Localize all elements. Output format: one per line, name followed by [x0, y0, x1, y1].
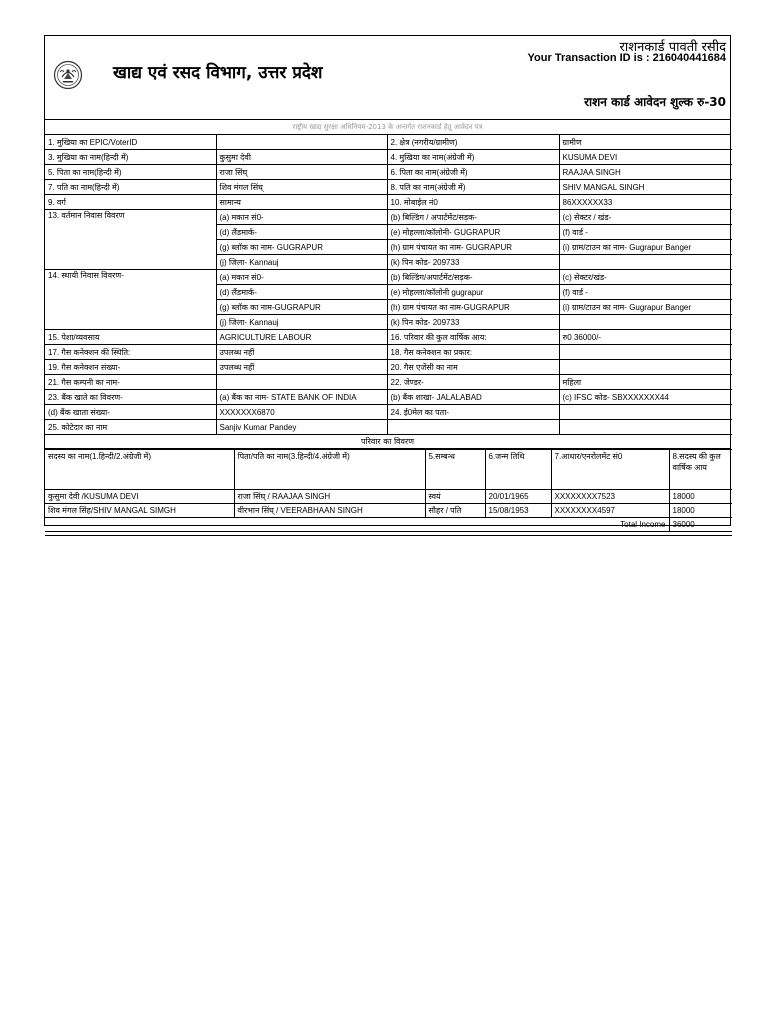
field-value: ग्रामीण [559, 135, 732, 150]
field-value: (h) ग्राम पंचायत का नाम- GUGRAPUR [387, 240, 559, 255]
field-value: (c) सेक्टर/खंड- [559, 270, 732, 285]
field-label: 4. मुखिया का नाम(अंग्रेजी में) [387, 150, 559, 165]
field-label: 5. पिता का नाम(हिन्दी में) [45, 165, 216, 180]
field-value: (c) IFSC कोड- SBXXXXXXX44 [559, 390, 732, 405]
field-value: (j) जिला- Kannauj [216, 255, 387, 270]
field-label: 15. पेशा/व्यवसाय [45, 330, 216, 345]
field-label: 9. वर्ग [45, 195, 216, 210]
field-label: 10. मोबाईल नं0 [387, 195, 559, 210]
field-value: Sanjiv Kumar Pandey [216, 420, 387, 435]
field-value: (i) ग्राम/टाउन का नाम- Gugrapur Banger [559, 240, 732, 255]
current-address-label: 13. वर्तमान निवास विवरण [45, 210, 216, 270]
field-label: 7. पति का नाम(हिन्दी में) [45, 180, 216, 195]
field-value [216, 375, 387, 390]
field-value: (a) मकान सं0- [216, 210, 387, 225]
relation: स्वयं [425, 490, 485, 504]
field-label: 25. कोटेदार का नाम [45, 420, 216, 435]
field-value: (e) मोहल्ला/कॉलोनी gugrapur [387, 285, 559, 300]
up-state-emblem-icon [53, 60, 83, 90]
column-header: पिता/पति का नाम(3.हिन्दी/4.अंग्रेजी में) [234, 450, 425, 490]
footer-gap-cell [45, 532, 732, 536]
field-value: शिव मंगल सिंघ् [216, 180, 387, 195]
field-value: (g) ब्लॉक का नाम- GUGRAPUR [216, 240, 387, 255]
field-label: 19. गैस कनेक्शन संख्या- [45, 360, 216, 375]
aadhaar-number: XXXXXXXX7523 [551, 490, 669, 504]
field-value: SHIV MANGAL SINGH [559, 180, 732, 195]
father-husband-name: वीरभान सिंघ् / VEERABHAAN SINGH [234, 504, 425, 518]
member-name: कुसुमा देवी /KUSUMA DEVI [45, 490, 234, 504]
field-label: 20. गैस एजेंसी का नाम [387, 360, 559, 375]
field-value [559, 360, 732, 375]
field-value: (k) पिन कोड- 209733 [387, 315, 559, 330]
field-value: महिला [559, 375, 732, 390]
form-subtitle: राष्ट्रीय खाद्य सुरक्षा अधिनियम-2013 के अन्तर्गत राशनकार्ड हेतु आवेदन पत्र [45, 120, 730, 135]
table-row [45, 360, 732, 375]
total-income-label: Total Income [45, 518, 669, 532]
column-header: 7.आधार/एनरोलमेंट सं0 [551, 450, 669, 490]
field-value [559, 315, 732, 330]
field-label: 22. जेण्डर- [387, 375, 559, 390]
field-label: 2. क्षेत्र (नगरीय/ग्रामीण) [387, 135, 559, 150]
field-label: 24. ई0मेल का पता- [387, 405, 559, 420]
ration-card-receipt [44, 35, 731, 529]
field-value: सामान्य [216, 195, 387, 210]
field-value [559, 420, 732, 435]
field-value [559, 345, 732, 360]
field-value: (f) वार्ड - [559, 285, 732, 300]
column-header: सदस्य का नाम(1.हिन्दी/2.अंग्रेजी में) [45, 450, 234, 490]
column-header: 8.सदस्य की कुल वार्षिक आय [669, 450, 732, 490]
table-row [45, 195, 732, 210]
field-value: XXXXXXX6870 [216, 405, 387, 420]
field-value: (a) मकान सं0- [216, 270, 387, 285]
member-name: शिव मंगल सिंह/SHIV MANGAL SIMGH [45, 504, 234, 518]
field-label: 17. गैस कनेक्शन की स्थिति: [45, 345, 216, 360]
field-value: (b) बिल्डिंग / अपार्टमेंट/सड़क- [387, 210, 559, 225]
table-row [45, 150, 732, 165]
field-label: (d) बैंक खाता संख्या- [45, 405, 216, 420]
field-value: (b) बिल्डिंग/अपार्टमेंट/सड़क- [387, 270, 559, 285]
birth-date: 20/01/1965 [485, 490, 551, 504]
member-income: 18000 [669, 490, 732, 504]
total-income-row [45, 518, 732, 532]
field-value [559, 405, 732, 420]
field-value: (d) लैंडमार्क- [216, 225, 387, 240]
field-value: (g) ब्लॉक का नाम-GUGRAPUR [216, 300, 387, 315]
field-label: 18. गैस कनेक्शन का प्रकार: [387, 345, 559, 360]
field-value: (f) वार्ड - [559, 225, 732, 240]
field-value: उपलब्ध नहीं [216, 345, 387, 360]
field-value: RAAJAA SINGH [559, 165, 732, 180]
transaction-label: Your Transaction ID is : [527, 52, 650, 64]
aadhaar-number: XXXXXXXX4597 [551, 504, 669, 518]
table-row [45, 345, 732, 360]
field-value: कुसुमा देवी [216, 150, 387, 165]
transaction-id: 216040441684 [652, 52, 726, 64]
column-header: 5.सम्बन्ध [425, 450, 485, 490]
field-value: AGRICULTURE LABOUR [216, 330, 387, 345]
field-label: 6. पिता का नाम(अंग्रेजी में) [387, 165, 559, 180]
field-label: 3. मुखिया का नाम(हिन्दी में) [45, 150, 216, 165]
field-value: 86XXXXXX33 [559, 195, 732, 210]
department-name: खाद्य एवं रसद विभाग, उत्तर प्रदेश [113, 63, 323, 83]
field-label: 8. पति का नाम(अंग्रेजी में) [387, 180, 559, 195]
field-label [387, 420, 559, 435]
birth-date: 15/08/1953 [485, 504, 551, 518]
field-value: (j) जिला- Kannauj [216, 315, 387, 330]
field-value: (a) बैंक का नाम- STATE BANK OF INDIA [216, 390, 387, 405]
table-row [45, 180, 732, 195]
table-row [45, 330, 732, 345]
table-row [45, 405, 732, 420]
table-footer-gap [45, 532, 732, 536]
relation: सौहर / पति [425, 504, 485, 518]
table-row [45, 270, 732, 285]
field-value: (d) लैंडमार्क- [216, 285, 387, 300]
table-row [45, 165, 732, 180]
table-row [45, 210, 732, 225]
total-income-value: 36000 [669, 518, 732, 532]
field-value: उपलब्ध नहीं [216, 360, 387, 375]
field-value [559, 255, 732, 270]
table-row [45, 135, 732, 150]
field-label: 21. गैस कम्पनी का नाम- [45, 375, 216, 390]
field-label: 23. बैंक खाते का विवरण- [45, 390, 216, 405]
table-row [45, 390, 732, 405]
father-husband-name: राजा सिंघ् / RAAJAA SINGH [234, 490, 425, 504]
receipt-header [45, 36, 730, 120]
field-value: (h) ग्राम पंचायत का नाम-GUGRAPUR [387, 300, 559, 315]
applicant-details-table [45, 135, 732, 435]
permanent-address-label: 14. स्थायी निवास विवरण- [45, 270, 216, 330]
receipt-title: राशनकार्ड पावती रसीद [619, 40, 726, 55]
family-member-row [45, 504, 732, 518]
field-label: 1. मुखिया का EPIC/VoterID [45, 135, 216, 150]
field-value: (c) सेक्टर / खंड- [559, 210, 732, 225]
family-member-row [45, 490, 732, 504]
field-value: (b) बैंक शाखा- JALALABAD [387, 390, 559, 405]
field-value: (k) पिन कोड- 209733 [387, 255, 559, 270]
field-label: 16. परिवार की कुल वार्षिक आय: [387, 330, 559, 345]
member-income: 18000 [669, 504, 732, 518]
table-row [45, 420, 732, 435]
family-header-row [45, 450, 732, 490]
family-details-title: परिवार का विवरण [45, 435, 730, 449]
family-details-table [45, 449, 732, 536]
field-value: KUSUMA DEVI [559, 150, 732, 165]
field-value [216, 135, 387, 150]
field-value: रु0 36000/- [559, 330, 732, 345]
field-value: राजा सिंघ् [216, 165, 387, 180]
table-row [45, 375, 732, 390]
column-header: 6.जन्म तिथि [485, 450, 551, 490]
application-fee: राशन कार्ड आवेदन शुल्क रु-30 [584, 95, 726, 109]
transaction-line [528, 52, 726, 64]
field-value: (e) मोहल्ला/कॉलोनी- GUGRAPUR [387, 225, 559, 240]
field-value: (i) ग्राम/टाउन का नाम- Gugrapur Banger [559, 300, 732, 315]
